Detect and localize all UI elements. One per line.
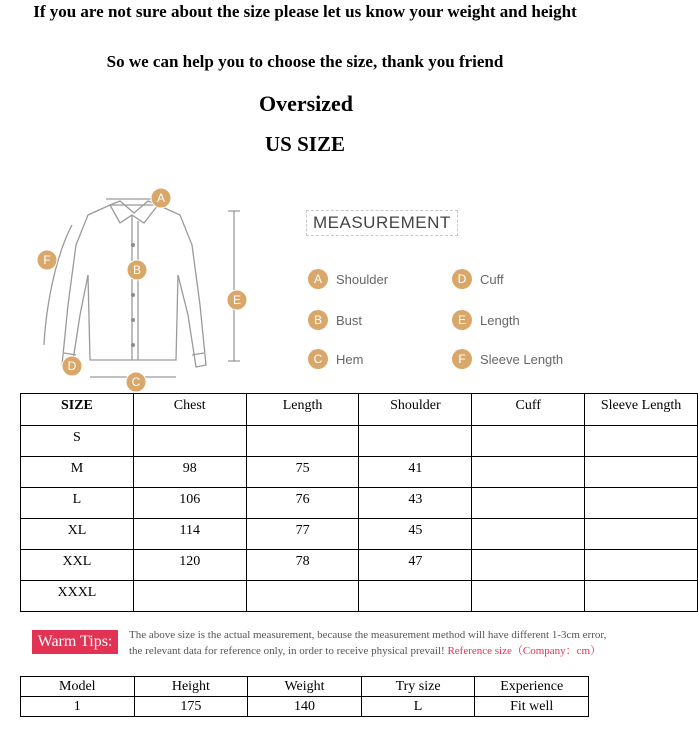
table-header-cell: Shoulder: [359, 394, 472, 426]
table-cell: [585, 426, 698, 457]
table-cell: 76: [246, 488, 359, 519]
table-cell: [472, 488, 585, 519]
table-header-cell: Sleeve Length: [585, 394, 698, 426]
reference-size-note: Reference size（Company：cm）: [447, 645, 602, 657]
table-cell: 98: [133, 457, 246, 488]
model-fit-table: [20, 676, 589, 717]
table-row: [21, 519, 698, 550]
table-header-row: [21, 677, 589, 697]
badge-e-icon: E: [452, 310, 472, 330]
size-help-note: If you are not sure about the size please let us know your weight and height: [33, 2, 577, 21]
legend-sleeve-length: [452, 349, 563, 369]
table-cell: [359, 426, 472, 457]
table-cell: 106: [133, 488, 246, 519]
table-cell: [472, 581, 585, 612]
tips-line-2: [129, 643, 689, 659]
table-row: [21, 581, 698, 612]
table-header-cell: Height: [134, 677, 248, 697]
legend-hem: [308, 349, 363, 369]
table-cell: L: [361, 697, 475, 717]
diagram-letter-f: F: [43, 253, 51, 267]
table-cell: [359, 581, 472, 612]
table-cell: Fit well: [475, 697, 589, 717]
table-header-cell: Weight: [248, 677, 362, 697]
diagram-letter-e: E: [232, 293, 242, 307]
table-cell: [133, 426, 246, 457]
table-row: [21, 550, 698, 581]
table-cell: XXXL: [21, 581, 134, 612]
shirt-measurement-diagram: [28, 185, 258, 393]
table-row: [21, 697, 589, 717]
warm-tips-text: [129, 627, 689, 659]
legend-label: Shoulder: [336, 271, 389, 287]
badge-f-icon: F: [452, 349, 472, 369]
badge-c-icon: C: [308, 349, 328, 369]
table-row: [21, 488, 698, 519]
legend-shoulder: [308, 269, 388, 289]
table-cell: 78: [246, 550, 359, 581]
table-cell: 75: [246, 457, 359, 488]
table-cell: [472, 426, 585, 457]
table-cell: [246, 426, 359, 457]
table-cell: [585, 581, 698, 612]
legend-label: Hem: [336, 351, 364, 367]
region-heading: US SIZE: [265, 132, 345, 156]
table-cell: [585, 550, 698, 581]
table-header-cell: Length: [246, 394, 359, 426]
diagram-letter-c: C: [131, 375, 141, 389]
table-cell: M: [21, 457, 134, 488]
diagram-letter-d: D: [67, 359, 77, 373]
table-cell: [585, 457, 698, 488]
table-cell: 175: [134, 697, 248, 717]
table-cell: 140: [248, 697, 362, 717]
table-cell: 120: [133, 550, 246, 581]
diagram-letter-b: B: [132, 263, 142, 277]
legend-bust: [308, 310, 362, 330]
table-cell: 77: [246, 519, 359, 550]
table-header-cell: Cuff: [472, 394, 585, 426]
diagram-letter-a: A: [156, 191, 166, 205]
table-cell: 47: [359, 550, 472, 581]
table-cell: 41: [359, 457, 472, 488]
table-header-cell: Try size: [361, 677, 475, 697]
table-header-row: [21, 394, 698, 426]
legend-label: Cuff: [480, 271, 504, 287]
table-cell: L: [21, 488, 134, 519]
table-cell: XXL: [21, 550, 134, 581]
size-table: [20, 393, 698, 612]
legend-label: Bust: [336, 312, 363, 328]
tips-line-1: The above size is the actual measurement, because the measurement method will have different 1-3cm error,: [129, 629, 607, 641]
warm-tips-label: Warm Tips:: [32, 630, 118, 654]
table-header-cell: Chest: [133, 394, 246, 426]
measurement-title: MEASUREMENT: [306, 210, 458, 236]
table-cell: 114: [133, 519, 246, 550]
table-cell: 43: [359, 488, 472, 519]
badge-b-icon: B: [308, 310, 328, 330]
table-cell: 1: [21, 697, 135, 717]
fit-heading: Oversized: [258, 91, 354, 116]
table-header-cell: SIZE: [21, 394, 134, 426]
table-cell: [472, 550, 585, 581]
table-row: [21, 457, 698, 488]
badge-a-icon: A: [308, 269, 328, 289]
table-header-cell: Model: [21, 677, 135, 697]
tips-line-2-text: the relevant data for reference only, in order to receive physical prevail!: [129, 645, 445, 657]
table-cell: S: [21, 426, 134, 457]
table-cell: [585, 519, 698, 550]
table-row: [21, 426, 698, 457]
table-cell: XL: [21, 519, 134, 550]
legend-label: Sleeve Length: [480, 351, 564, 367]
size-help-thanks: So we can help you to choose the size, thank you friend: [106, 52, 504, 71]
badge-d-icon: D: [452, 269, 472, 289]
table-cell: [246, 581, 359, 612]
table-header-cell: Experience: [475, 677, 589, 697]
table-cell: [585, 488, 698, 519]
table-cell: [472, 519, 585, 550]
table-cell: 45: [359, 519, 472, 550]
table-cell: [133, 581, 246, 612]
legend-length: [452, 310, 520, 330]
legend-cuff: [452, 269, 504, 289]
table-cell: [472, 457, 585, 488]
legend-label: Length: [480, 312, 520, 328]
